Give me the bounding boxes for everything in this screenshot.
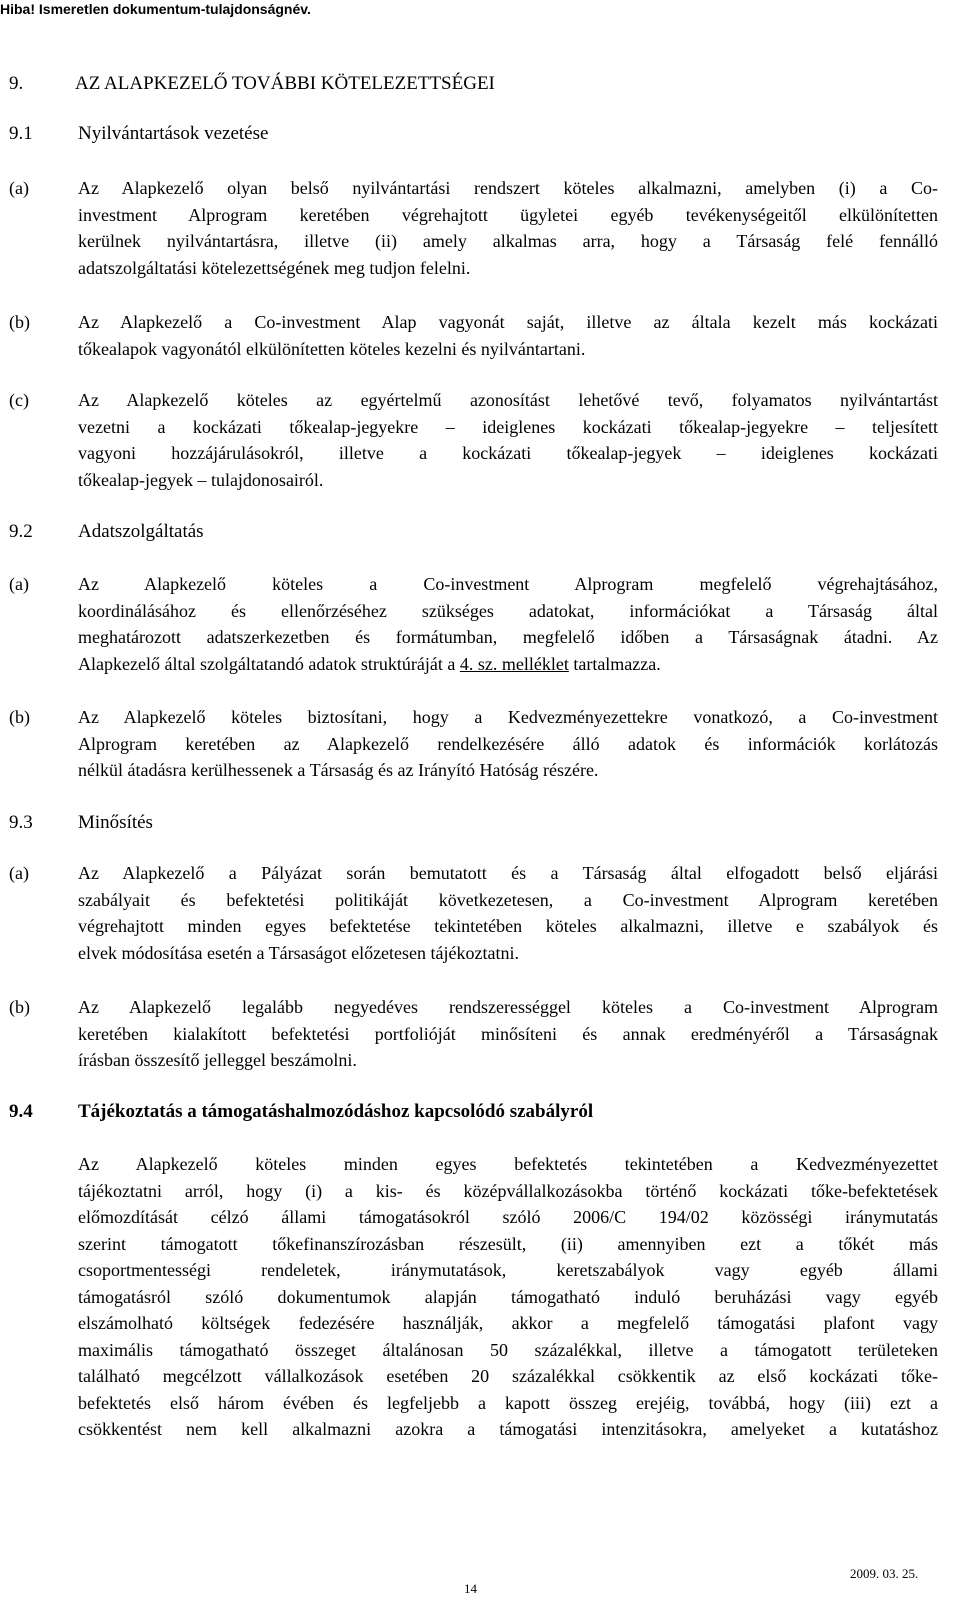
text-line: Az Alapkezelő köteles biztosítani, hogy a Kedvezményezettekre vonatkozó, a Co-investment	[78, 707, 938, 727]
paragraph-text	[78, 571, 938, 677]
text-line: nélkül átadásra kerülhessenek a Társaság és az Irányító Hatóság részére.	[78, 760, 599, 780]
paragraph-label: (c)	[9, 390, 29, 410]
chapter-title: AZ ALAPKEZELŐ TOVÁBBI KÖTELEZETTSÉGEI	[75, 73, 495, 94]
text-line: maximális támogatható összeget általánosan 50 százalékkal, illetve a támogatott területeken	[78, 1339, 938, 1360]
paragraph-label: (a)	[9, 863, 29, 883]
section-title: Adatszolgáltatás	[78, 521, 204, 542]
section-title: Tájékoztatás a támogatáshalmozódáshoz kapcsolódó szabályról	[78, 1101, 594, 1122]
text-line: írásban összesítő jelleggel beszámolni.	[78, 1050, 357, 1070]
footer-date: 2009. 03. 25.	[850, 1566, 919, 1581]
paragraph-text	[78, 704, 938, 784]
section-title: Nyilvántartások vezetése	[78, 123, 269, 144]
paragraph-text	[78, 860, 938, 966]
section-title: Minősítés	[78, 812, 153, 833]
text-line: végrehajtott minden egyes befektetése tekintetében köteles alkalmazni, illetve e szabályok és	[78, 916, 938, 936]
paragraph-text	[78, 175, 938, 281]
text-line: Az Alapkezelő köteles az egyértelmű azonosítást lehetővé tevő, folyamatos nyilvántartást	[78, 390, 938, 410]
text-line: elszámolható költségek fedezésére használják, akkor a megfelelő támogatási plafont vagy	[78, 1313, 938, 1333]
text-line: Az Alapkezelő a Co-investment Alap vagyonát saját, illetve az általa kezelt más kockázati	[78, 312, 938, 332]
paragraph-text	[78, 1151, 938, 1443]
text-line: adatszolgáltatási kötelezettségének meg tudjon felelni.	[78, 257, 471, 278]
paragraph-label: (a)	[9, 574, 29, 594]
text-line: csökkentést nem kell alkalmazni azokra a támogatási intenzitásokra, amelyeket a kutatáshoz	[78, 1419, 938, 1439]
section-number: 9.2	[9, 521, 33, 542]
text-line: támogatásról szóló dokumentumok alapján támogatható induló beruházási vagy egyéb	[78, 1286, 938, 1307]
text-line: Az Alapkezelő olyan belső nyilvántartási rendszert köteles alkalmazni, amelyben (i) a Co-	[78, 178, 938, 198]
text-line: szabályait és befektetési politikáját következetesen, a Co-investment Alprogram keretében	[78, 889, 938, 910]
text-line: vezetni a kockázati tőkealap-jegyekre – ideiglenes kockázati tőkealap-jegyekre – teljesített	[78, 416, 938, 437]
document-property-error: Hiba! Ismeretlen dokumentum-tulajdonságnév.	[0, 1, 311, 17]
text-line: Az Alapkezelő köteles a Co-investment Alprogram megfelelő végrehajtásához,	[78, 574, 938, 594]
paragraph-label: (a)	[9, 178, 29, 198]
paragraph-text	[78, 387, 938, 493]
paragraph-label: (b)	[9, 312, 30, 332]
paragraph-text	[78, 994, 938, 1074]
chapter-number: 9.	[9, 73, 24, 94]
text-line: keretében kialakított befektetési portfolióját minősíteni és annak eredményéről a Társaságnak	[78, 1023, 938, 1044]
text-line: investment Alprogram keretében végrehajtott ügyletei egyéb tevékenységeitől elkülönítetten	[78, 204, 938, 225]
section-number: 9.1	[9, 123, 33, 144]
section-number: 9.3	[9, 812, 33, 833]
page-number: 14	[464, 1581, 477, 1596]
text-line: Alprogram keretében az Alapkezelő rendelkezésére álló adatok és információk korlátozás	[78, 733, 938, 754]
text-line: csoportmentességi rendeletek, iránymutatások, keretszabályok vagy egyéb állami	[78, 1260, 938, 1280]
text-line: kerülnek nyilvántartásra, illetve (ii) amely alkalmas arra, hogy a Társaság felé fennálló	[78, 231, 938, 251]
text-line: található megcélzott vállalkozások esetében 20 százalékkal csökkentik az első kockázati tőke-	[78, 1366, 938, 1386]
text-line: tőkealapok vagyonától elkülönítetten köteles kezelni és nyilvántartani.	[78, 338, 586, 359]
text-line: Az Alapkezelő legalább negyedéves rendszerességgel köteles a Co-investment Alprogram	[78, 997, 938, 1017]
paragraph-label: (b)	[9, 997, 30, 1017]
text-line: szerint támogatott tőkefinanszírozásban részesült, (ii) amennyiben ezt a tőkét más	[78, 1233, 938, 1254]
paragraph-label: (b)	[9, 707, 30, 727]
text-line: vagyoni hozzájárulásokról, illetve a kockázati tőkealap-jegyek – ideiglenes kockázati	[78, 443, 938, 463]
text-line: Az Alapkezelő a Pályázat során bemutatott és a Társaság által elfogadott belső eljárási	[78, 863, 938, 883]
text-line: befektetés első három évében és legfeljebb a kapott összeg erejéig, továbbá, hogy (iii) ezt a	[78, 1392, 938, 1413]
text-line: meghatározott adatszerkezetben és formátumban, megfelelő időben a Társaságnak átadni. Az	[78, 627, 938, 647]
text-line: tájékoztatni arról, hogy (i) a kis- és középvállalkozásokba történő kockázati tőke-befektetések	[78, 1180, 938, 1201]
text-line: Alapkezelő által szolgáltatandó adatok struktúráját a 4. sz. melléklet tartalmazza.	[78, 653, 661, 674]
text-line: előmozdítását célzó állami támogatásokról szóló 2006/C 194/02 közösségi iránymutatás	[78, 1207, 938, 1227]
section-number: 9.4	[9, 1101, 33, 1122]
text-line: koordinálásához és ellenőrzéséhez szükséges adatokat, információkat a Társaság által	[78, 600, 938, 621]
text-line: tőkealap-jegyek – tulajdonosairól.	[78, 469, 324, 490]
text-line: Az Alapkezelő köteles minden egyes befektetés tekintetében a Kedvezményezettet	[78, 1154, 938, 1174]
paragraph-text	[78, 309, 938, 362]
text-line: elvek módosítása esetén a Társaságot előzetesen tájékoztatni.	[78, 942, 519, 963]
